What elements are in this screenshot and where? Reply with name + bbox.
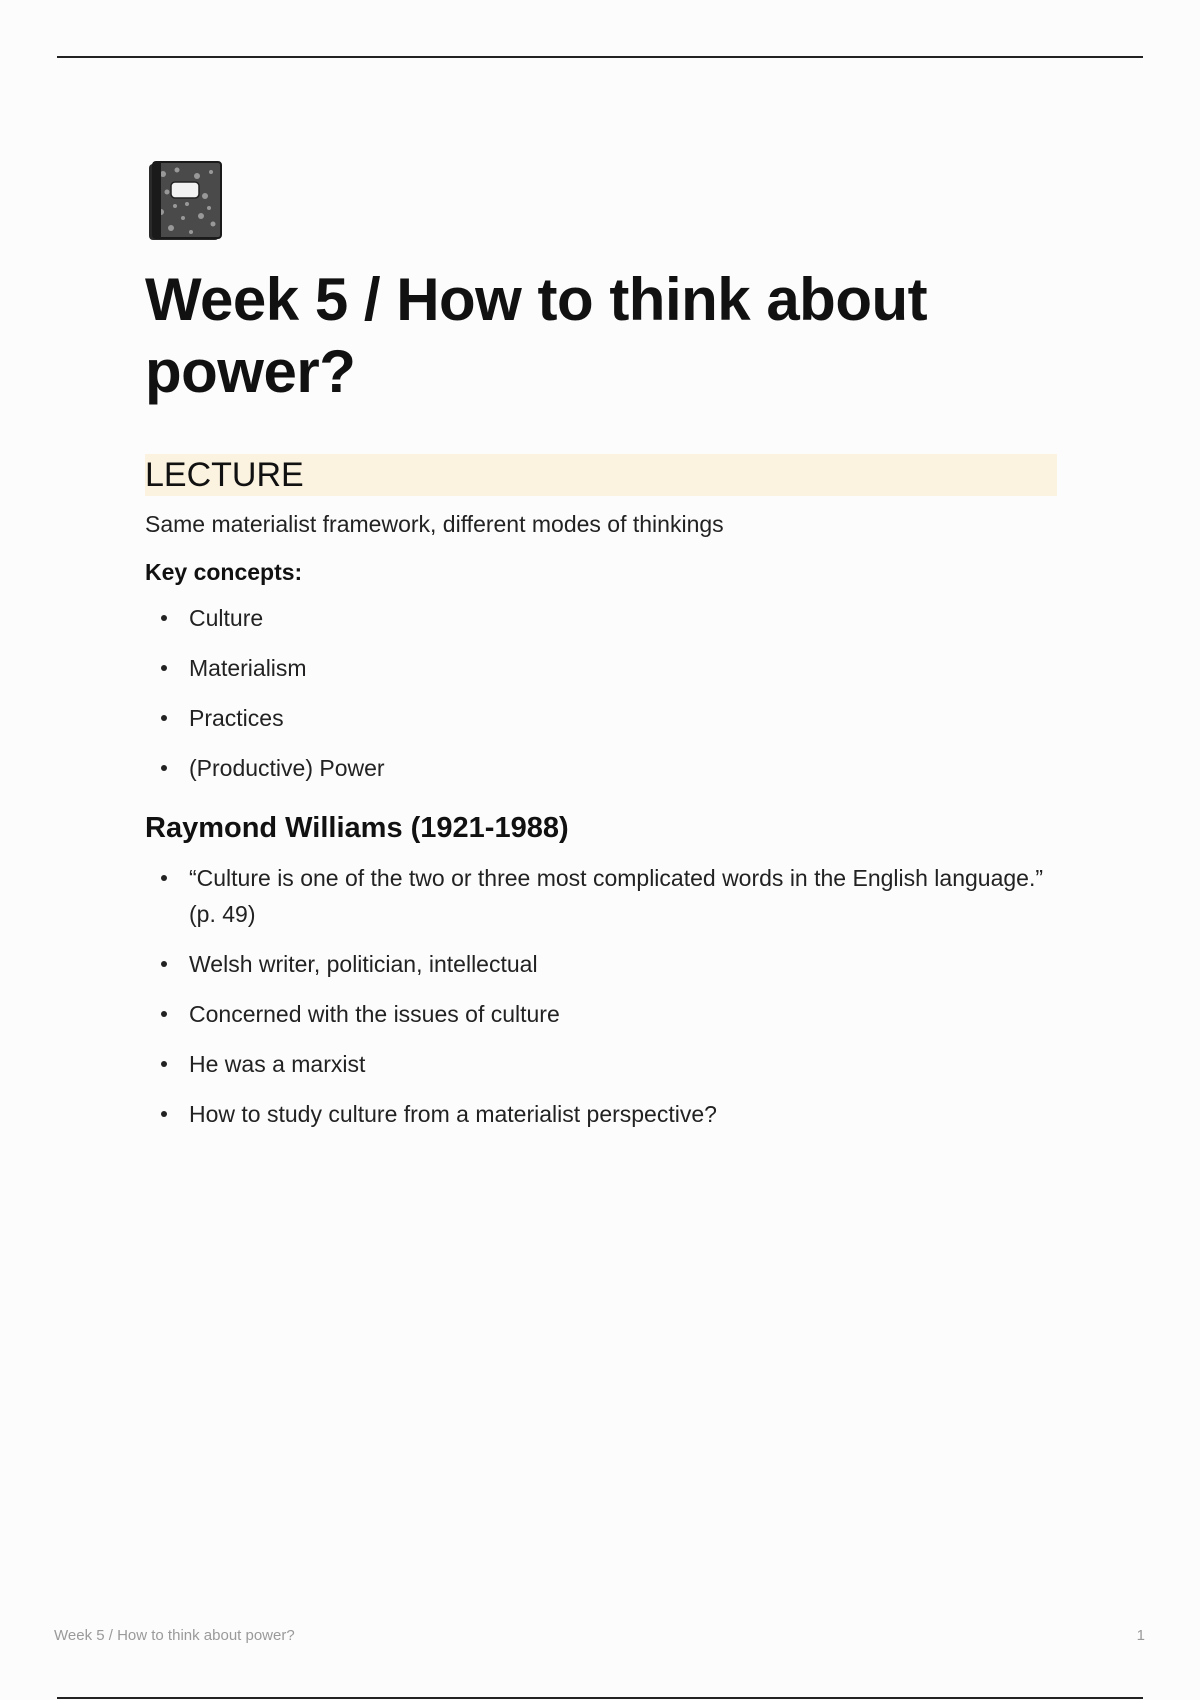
list-item-text: “Culture is one of the two or three most complicated words in the English language.” (p. 49) [189, 865, 1043, 927]
bullet-icon [161, 665, 167, 671]
bullet-icon [161, 765, 167, 771]
list-item [145, 700, 1057, 736]
bullet-icon [161, 875, 167, 881]
page-number: 1 [1136, 1627, 1145, 1644]
list-item-text: Practices [189, 705, 284, 731]
bullet-icon [161, 715, 167, 721]
list-item-text: Concerned with the issues of culture [189, 1001, 560, 1027]
bullet-icon [161, 961, 167, 967]
list-item-text: Culture [189, 605, 264, 631]
page-title: Week 5 / How to think about power? [145, 266, 928, 405]
list-item [145, 650, 1057, 686]
list-item-text: Welsh writer, politician, intellectual [189, 951, 538, 977]
list-item [145, 946, 1057, 982]
key-concepts-list [145, 600, 1057, 786]
top-rule [57, 56, 1143, 58]
key-concepts-label: Key concepts: [145, 559, 303, 585]
list-item [145, 750, 1057, 786]
bottom-rule [57, 1697, 1143, 1699]
list-item [145, 600, 1057, 636]
footer-title: Week 5 / How to think about power? [54, 1627, 295, 1644]
bullet-icon [161, 1111, 167, 1117]
notebook-icon [147, 160, 225, 244]
page-content [145, 160, 1057, 1146]
list-item [145, 1046, 1057, 1082]
bullet-icon [161, 1011, 167, 1017]
intro-text: Same materialist framework, different modes of thinkings [145, 511, 724, 537]
bullet-icon [161, 1061, 167, 1067]
list-item-text: Materialism [189, 655, 307, 681]
list-item [145, 1096, 1057, 1132]
list-item-text: How to study culture from a materialist perspective? [189, 1101, 717, 1127]
list-item [145, 996, 1057, 1032]
bullet-icon [161, 615, 167, 621]
section-heading-lecture: LECTURE [145, 454, 1057, 496]
williams-heading: Raymond Williams (1921-1988) [145, 812, 569, 844]
list-item-text: He was a marxist [189, 1051, 366, 1077]
list-item-text: (Productive) Power [189, 755, 385, 781]
williams-list [145, 860, 1057, 1132]
list-item [145, 860, 1057, 932]
